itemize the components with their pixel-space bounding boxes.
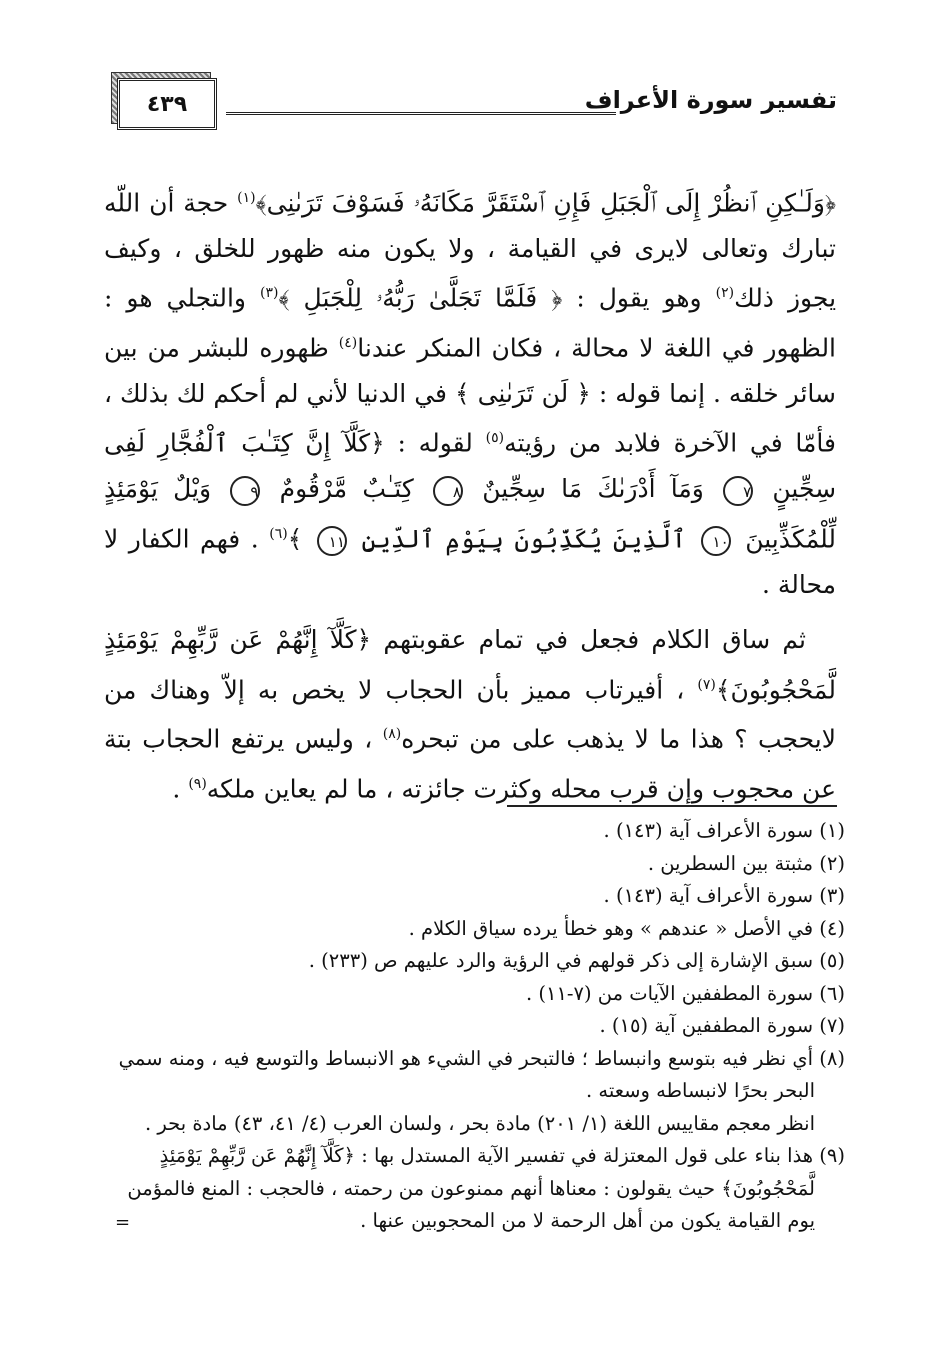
footnote-8-reference: انظر معجم مقاييس اللغة (١/ ٢٠١) مادة بحر ، ولسان العرب (٤/ ٤١، ٤٣) مادة بحر . [144,1111,815,1135]
footnote-ref: (٧) [697,676,716,693]
footnote-2: (٢) مثبتة بين السطرين . [647,851,845,875]
footnote-5: (٥) سبق الإشارة إلى ذكر قولهم في الرؤية والرد عليهم ص (٢٣٣) . [308,949,845,972]
footnote-9 [110,1140,845,1238]
text-segment: والتجلي هو : الظهور في اللغة لا محالة ، فكان المنكر عندنا [104,283,837,363]
footnote-ref: (٨) [382,726,402,743]
quran-quote: ﴿ لَن تَرَىٰنِى ﴾ [454,378,591,408]
footnote-ref: (١) [237,190,256,206]
footnote-separator [507,805,837,807]
quran-quote: وَيْلٌ يَوْمَئِذٍ لِّلْمُكَذِّبِينَ [104,474,837,554]
footnote-ref: (٦) [269,525,288,542]
footnote-9-rest: حيث يقولون : معناها أنهم ممنوعون من رحمته ، فالحجب : المنع فالمؤمن يوم القيامة يكون من أهل الرحمة لا من المحجوبين عنها . [127,1176,815,1232]
footnote-7: (٧) سورة المطففين آية (١٥) . [599,1014,845,1037]
quran-quote: ﴿كَلَّآ إِنَّهُمْ عَن رَّبِّهِمْ يَوْمَئِذٍ لَّمَحْجُوبُونَ﴾ [104,625,836,704]
footnote-6: (٦) سورة المطففين الآيات من (٧-١١) . [525,981,845,1005]
quran-quote: ٱلَّذِينَ يُكَذِّبُونَ بِيَوْمِ ٱلدِّينِ [361,524,687,554]
text-segment: في الدنيا لأني لم أحكم لك بذلك ، فأمّا في الآخرة فلابد من رؤيته [104,378,836,458]
page-number [117,78,217,130]
text-segment: ، وليس يرتفع الحجاب بتة عن محجوب وإن قرب محله وكثرت جائزته ، ما لم يعاين ملكه [104,724,836,804]
footnote-ref: (٥) [485,430,505,447]
text-segment: . فهم الكفار لا محالة . [104,524,836,599]
footnote-ref: (٤) [338,335,358,352]
footnote-ref: (٩) [188,776,207,793]
quran-quote: ﴿ فَلَمَّا تَجَلَّىٰ رَبُّهُۥ لِلْجَبَلِ ﴾ [278,283,563,313]
ayah-number-marker: ١١ [317,526,347,556]
ayah-number-marker: ٧ [723,476,753,506]
footnote-ref: (٢) [715,285,735,302]
footnote-8: (٨) أي نظر فيه بتوسع وانبساط ؛ فالتبحر في الشيء هو الانبساط والتوسع فيه ، ومنه سمي البحر بحرًا لانبساطه وسعته . [118,1046,845,1102]
paragraph-2 [104,617,836,812]
ayah-number-marker: ١٠ [701,526,731,556]
footnotes [110,815,845,1238]
text-segment: ، أفيرتاب مميز بأن الحجاب لا يخص به إلاّ وهناك من لايحجب ؟ هذا ما لا يذهب على من تبحره [104,674,836,754]
quran-quote: وَمَآ أَدْرَىٰكَ مَا سِجِّينٌ [482,474,704,504]
text-segment: . [172,774,181,804]
text-segment: وهو يقول : [576,283,702,313]
ayah-number-marker: ٩ [230,476,260,506]
footnote-3: (٣) سورة الأعراف آية (١٤٣) . [603,884,845,907]
footnote-9-text: (٩) هذا بناء على قول المعتزلة في تفسير الآية المستدل بها : [361,1144,845,1167]
ayah-number-marker: ٨ [433,476,463,506]
running-title: تفسير سورة الأعراف [584,86,837,114]
main-text [104,176,836,812]
quran-quote: ﴿وَلَـٰكِنِ ٱنظُرْ إِلَى ٱلْجَبَلِ فَإِنِ ٱسْتَقَرَّ مَكَانَهُۥ فَسَوْفَ تَرَىٰنِى﴾ [255,188,836,218]
footnote-ref: (٣) [259,285,279,302]
quran-quote: ﴾ [287,524,303,554]
paragraph-1 [104,176,836,607]
text-segment: حجة أن اللّه تبارك وتعالى لايرى في القيامة ، ولا يكون منه ظهور للخلق ، وكيف يجوز ذلك [104,188,837,313]
footnote-4: (٤) في الأصل « عندهم » وهو خطأ يرده سياق الكلام . [408,916,845,940]
page-number-text: ٤٣٩ [146,91,188,117]
quran-quote: ﴿كَلَّآ إِنَّ كِتَـٰبَ ٱلْفُجَّارِ لَفِى سِجِّينٍ [104,428,837,504]
text-segment: ظهوره للبشر من بين سائر خلقه . إنما قوله : [104,333,836,408]
header-rule [226,112,616,115]
text-segment: لقوله : [397,428,473,458]
text-segment: ثم ساق الكلام فجعل في تمام عقوبتهم [383,625,806,655]
quran-quote: ﴿كَلَّآ إِنَّهُمْ عَن رَّبِّهِمْ يَوْمَئِذٍ لَّمَحْجُوبُونَ﴾ [159,1144,815,1200]
footnote-1: (١) سورة الأعراف آية (١٤٣) . [603,819,845,842]
quran-quote: كِتَـٰبٌ مَّرْقُومٌ [279,474,414,504]
continuation-mark: = [115,1212,131,1233]
